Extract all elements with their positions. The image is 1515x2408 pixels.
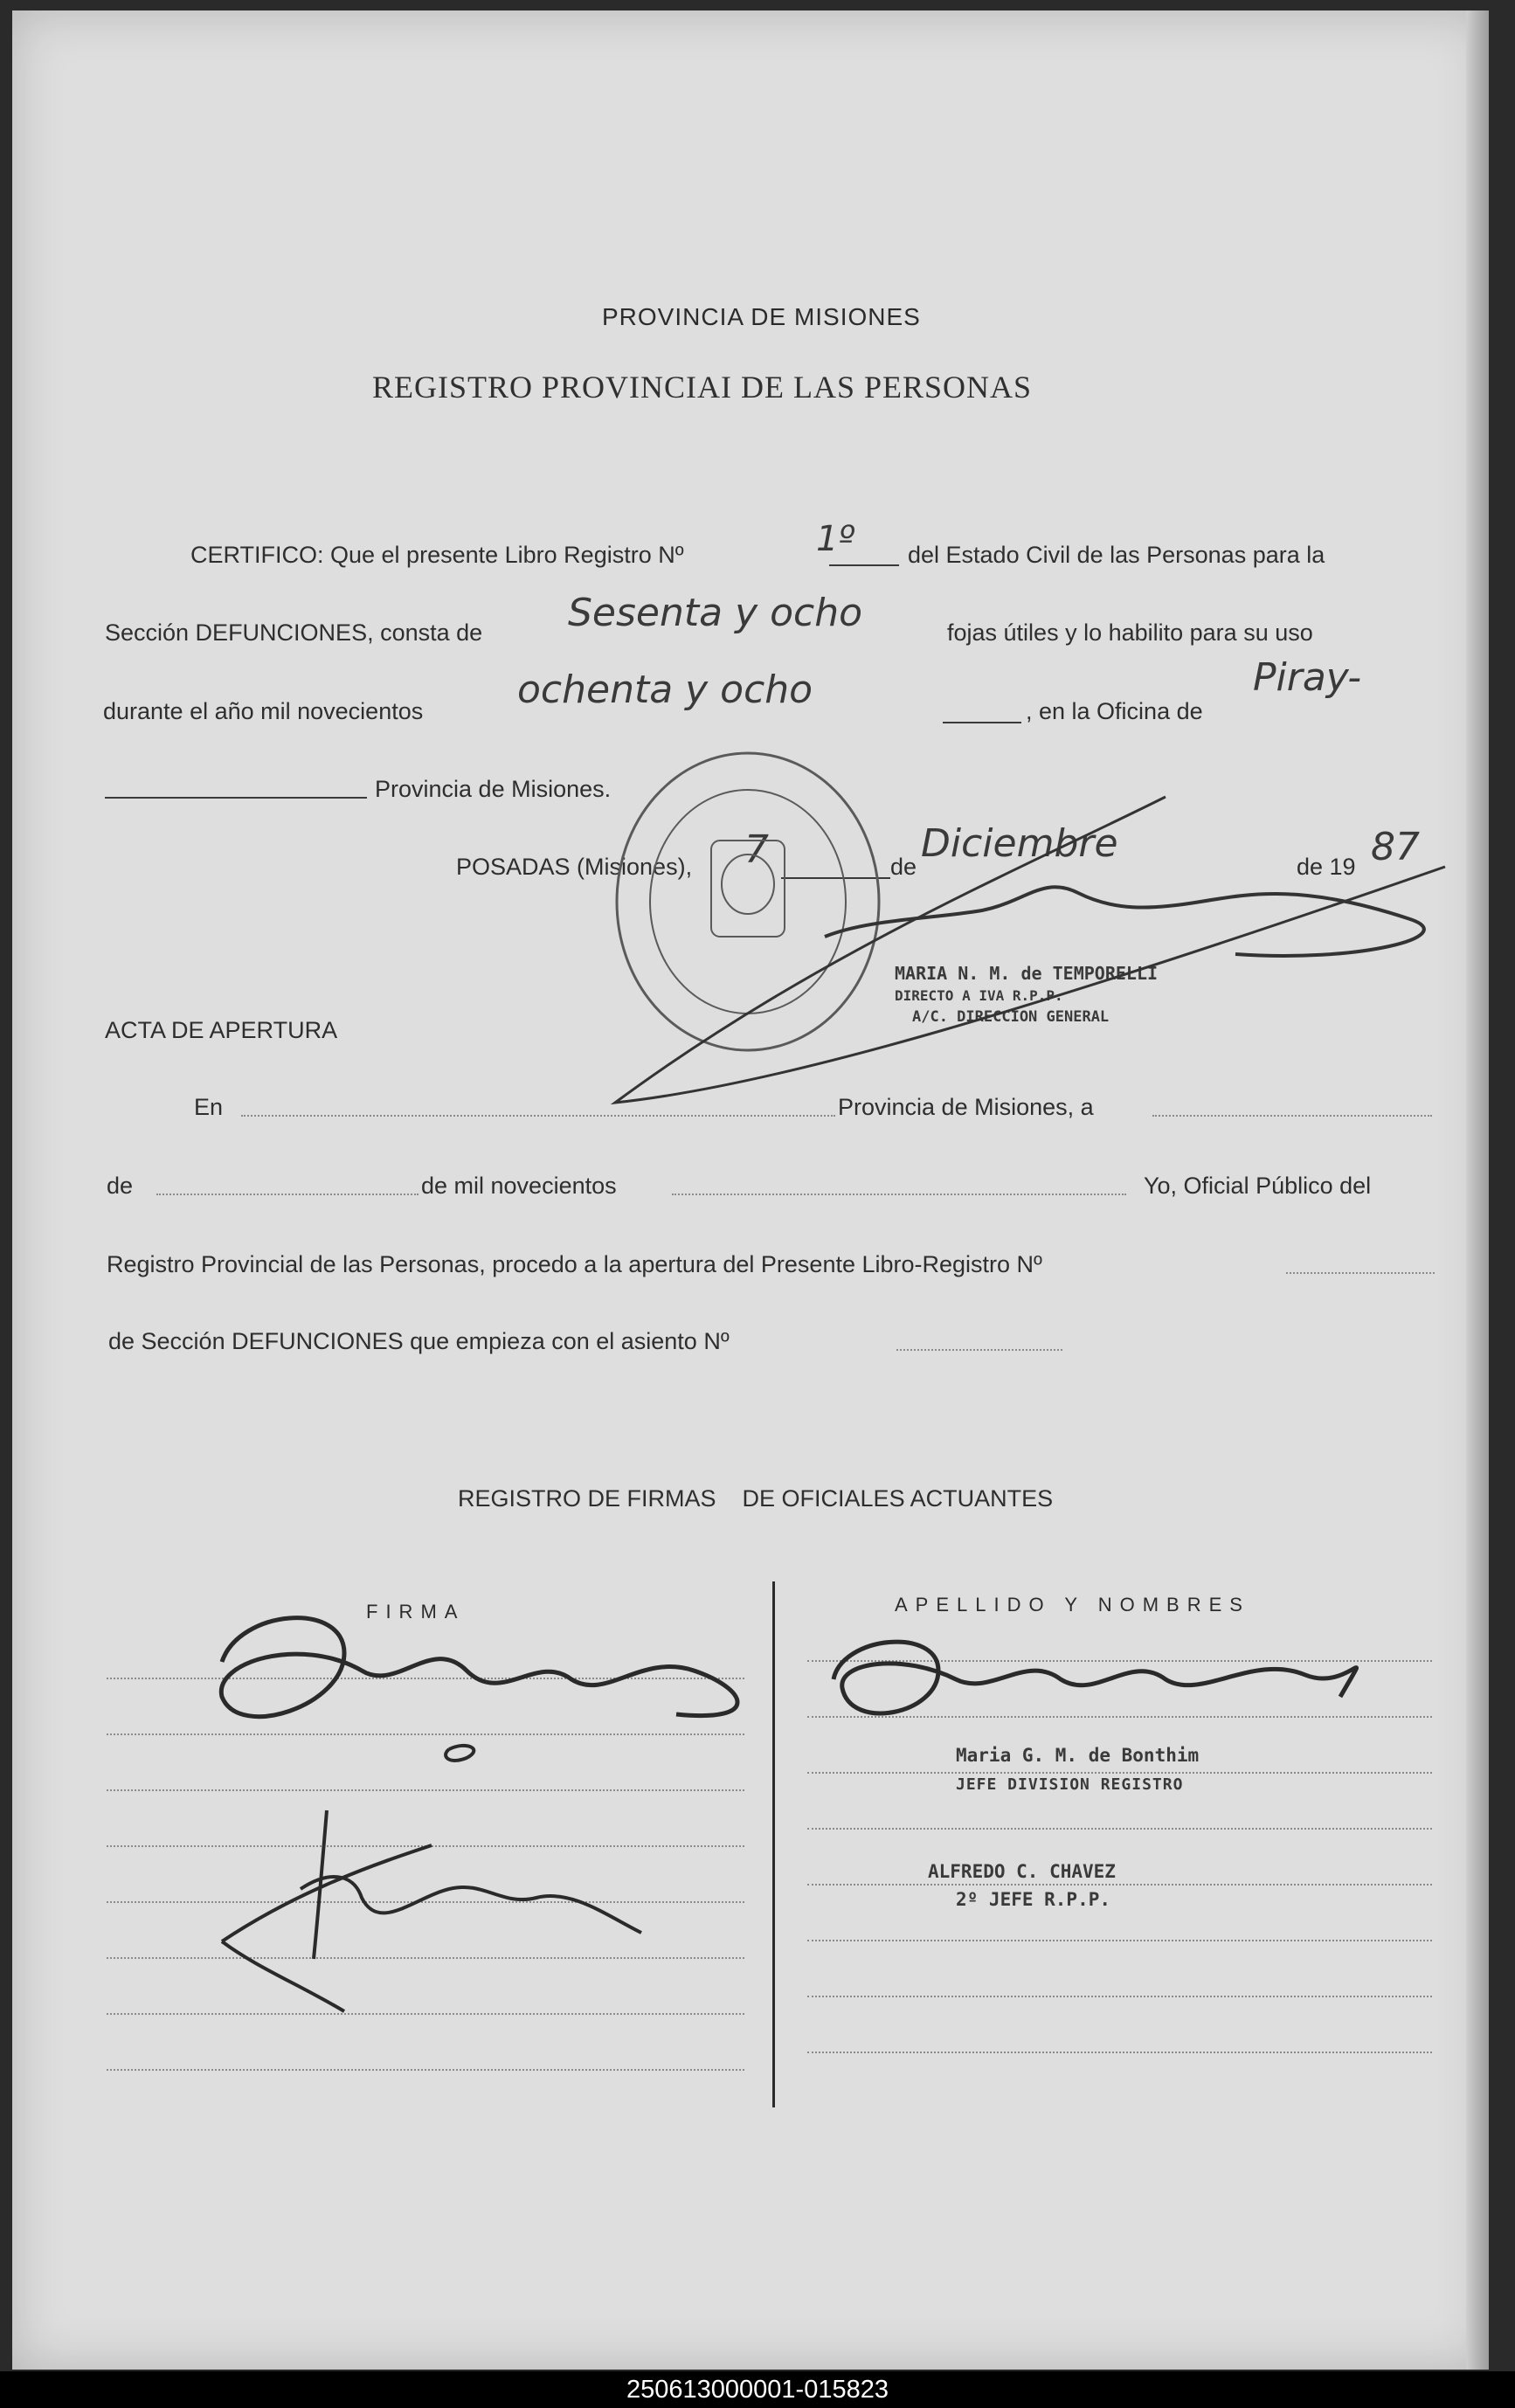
place-date-c: de 19 (1297, 854, 1356, 880)
cert-line1-b: del Estado Civil de las Personas para la (908, 542, 1325, 568)
month-handwritten: Diciembre (921, 821, 1118, 866)
column-apellido-nombres: APELLIDO Y NOMBRES (895, 1594, 1250, 1616)
acta-heading: ACTA DE APERTURA (105, 1017, 338, 1043)
officer2-signature (222, 1810, 641, 2011)
registry-title: REGISTRO PROVINCIAI DE LAS PERSONAS (372, 370, 1033, 405)
director-stamp-office: A/C. DIRECCION GENERAL (912, 1008, 1110, 1026)
officer2-stamp-title: 2º JEFE R.P.P. (956, 1889, 1111, 1910)
acta-row1-b: Provincia de Misiones, a (838, 1094, 1094, 1120)
officer1-signature-right (834, 1642, 1357, 1713)
officer2-stamp-name: ALFREDO C. CHAVEZ (928, 1861, 1116, 1882)
director-stamp-name: MARIA N. M. de TEMPORELLI (895, 963, 1159, 984)
acta-row2-b: de mil novecientos (421, 1173, 617, 1199)
officer1-signature-mark (446, 1746, 474, 1761)
column-firma: FIRMA (366, 1601, 466, 1623)
cert-line2-b: fojas útiles y lo habilito para su uso (947, 619, 1313, 646)
document-page (12, 10, 1489, 2370)
day-handwritten: 7 (744, 827, 769, 872)
cert-line2-a: Sección DEFUNCIONES, consta de (105, 619, 483, 646)
folios-handwritten: Sesenta y ocho (568, 591, 863, 635)
officer1-stamp-name: Maria G. M. de Bonthim (956, 1745, 1200, 1766)
cert-line1-a: CERTIFICO: Que el presente Libro Registro Nº (190, 542, 684, 568)
place-date-a: POSADAS (Misiones), (456, 854, 693, 880)
year-suffix-handwritten: 87 (1371, 825, 1420, 869)
cert-line4: Provincia de Misiones. (375, 776, 612, 802)
acta-row2-c: Yo, Oficial Público del (1144, 1173, 1372, 1199)
acta-row1-a: En (194, 1094, 224, 1120)
handwriting-overlay (12, 10, 1489, 2370)
officer1-stamp-title: JEFE DIVISION REGISTRO (956, 1775, 1184, 1794)
signatures-heading: REGISTRO DE FIRMAS DE OFICIALES ACTUANTES (458, 1485, 1054, 1512)
acta-row4: de Sección DEFUNCIONES que empieza con el asiento Nº (108, 1328, 730, 1354)
director-stamp-title: DIRECTO A IVA R.P.P. (895, 987, 1063, 1004)
official-seal (617, 753, 879, 1050)
document-id-footer: 250613000001-015823 (0, 2371, 1515, 2408)
book-number-handwritten: 1º (816, 519, 855, 559)
director-signature (825, 887, 1424, 956)
office-handwritten: Piray- (1253, 655, 1362, 700)
acta-row2-a: de (107, 1173, 134, 1199)
province-title: PROVINCIA DE MISIONES (602, 303, 921, 330)
cert-line3-b: , en la Oficina de (1026, 698, 1203, 724)
director-signature-loop (615, 797, 1445, 1103)
cert-line3-a: durante el año mil novecientos (103, 698, 424, 724)
acta-row3: Registro Provincial de las Personas, procedo a la apertura del Presente Libro-Registro Nº (107, 1251, 1042, 1277)
officer1-signature (221, 1618, 737, 1717)
place-date-b: de (890, 854, 917, 880)
year-handwritten: ochenta y ocho (517, 668, 813, 712)
